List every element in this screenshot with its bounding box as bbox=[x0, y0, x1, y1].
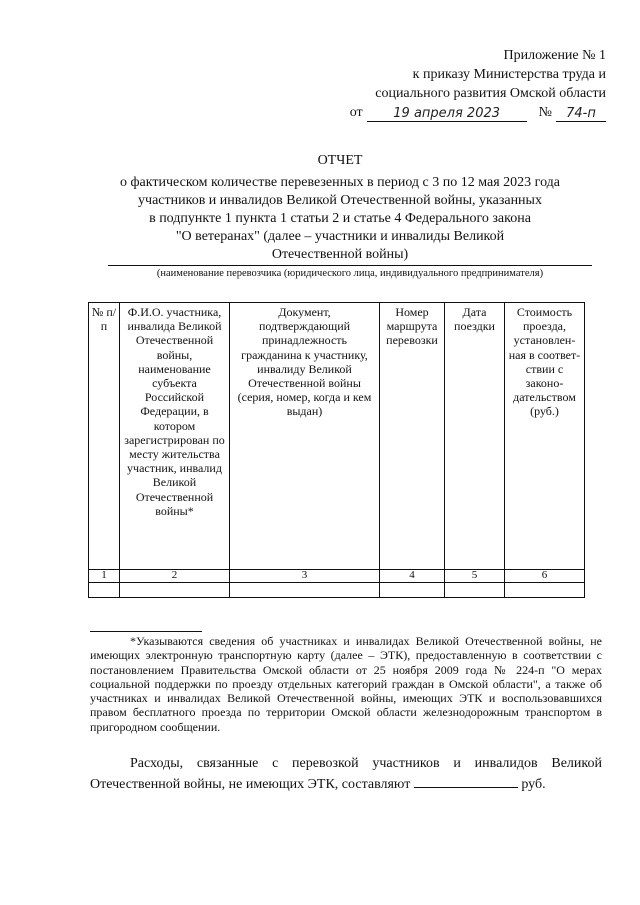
column-numbers-row bbox=[89, 570, 585, 583]
expenses-paragraph bbox=[90, 753, 602, 795]
handwritten-date: 19 апреля 2023 bbox=[367, 107, 527, 122]
handwritten-number: 74-п bbox=[556, 107, 606, 122]
column-number: 1 bbox=[89, 570, 120, 583]
carrier-name-field bbox=[108, 263, 592, 280]
empty-cell bbox=[380, 583, 445, 598]
empty-cell bbox=[230, 583, 380, 598]
expenses-amount-blank bbox=[414, 775, 518, 788]
header-date: Дата поездки bbox=[445, 303, 505, 570]
empty-cell bbox=[505, 583, 585, 598]
expenses-text: Расходы, связанные с перевозкой участников и инвалидов Великой Отечественной войны, не имеющих ЭТК, составляют bbox=[90, 756, 602, 792]
from-label: от bbox=[349, 105, 363, 120]
appendix-block bbox=[350, 46, 606, 122]
carrier-name-line bbox=[108, 263, 592, 266]
appendix-date-number-line bbox=[350, 103, 606, 122]
appendix-order-ref: к приказу Министерства труда и bbox=[412, 67, 606, 82]
footnote-separator bbox=[90, 631, 202, 632]
table-empty-row bbox=[89, 583, 585, 598]
expenses-unit: руб. bbox=[521, 777, 546, 792]
report-subtitle-line-5: Отечественной войны) bbox=[271, 247, 409, 262]
report-subtitle-line-1: о фактическом количестве перевезенных в период с 3 по 12 мая 2023 года bbox=[119, 175, 561, 190]
table-header-row bbox=[89, 303, 585, 570]
report-title-block bbox=[90, 152, 590, 264]
appendix-ministry: социального развития Омской области bbox=[375, 86, 606, 101]
number-label: № bbox=[538, 105, 552, 120]
column-number: 6 bbox=[505, 570, 585, 583]
header-document: Документ, подтверждающий принадлежность гражданина к участнику, инвалиду Великой Отечественной войны (серия, номер, когда и кем выдан) bbox=[230, 303, 380, 570]
footnote-text: *Указываются сведения об участниках и инвалидах Великой Отечественной войны, не имеющих электронную транспортную карту (далее – ЭТК), предоставленную в соответствии с постановлением Правительства Омской области от 25 ноября 2009 года № 224-п "О мерах социальной поддержки по проезду отдельных категорий граждан в Омской области", а также об участниках и инвалидах Великой Отечественной войны, имеющих ЭТК и воспользовавшихся правом бесплатного проезда по территории Омской области железнодорожным транспортом в пригородном сообщении. bbox=[90, 634, 602, 734]
column-number: 5 bbox=[445, 570, 505, 583]
appendix-title: Приложение № 1 bbox=[503, 48, 606, 63]
report-heading: ОТЧЕТ bbox=[317, 153, 363, 168]
carrier-caption: (наименование перевозчика (юридического лица, индивидуального предпринимателя) bbox=[156, 268, 544, 279]
empty-cell bbox=[89, 583, 120, 598]
empty-cell bbox=[445, 583, 505, 598]
report-subtitle-line-3: в подпункте 1 пункта 1 статьи 2 и статье 4 Федерального закона bbox=[149, 211, 531, 226]
header-route: Номер маршрута перевозки bbox=[380, 303, 445, 570]
header-number: № п/п bbox=[89, 303, 120, 570]
report-subtitle-line-2: участников и инвалидов Великой Отечественной войны, указанных bbox=[138, 193, 542, 208]
report-subtitle-line-4: "О ветеранах" (далее – участники и инвалиды Великой bbox=[175, 229, 505, 244]
column-number: 4 bbox=[380, 570, 445, 583]
empty-cell bbox=[120, 583, 230, 598]
column-number: 3 bbox=[230, 570, 380, 583]
column-number: 2 bbox=[120, 570, 230, 583]
header-cost: Стоимость проезда, установлен-ная в соответ-ствии с законо-дательством (руб.) bbox=[505, 303, 585, 570]
header-participant: Ф.И.О. участника, инвалида Великой Отечественной войны, наименование субъекта Российской Федерации, в котором зарегистрирован по месту жительства участник, инвалид Великой Отечественной войны* bbox=[120, 303, 230, 570]
report-table bbox=[88, 302, 585, 598]
